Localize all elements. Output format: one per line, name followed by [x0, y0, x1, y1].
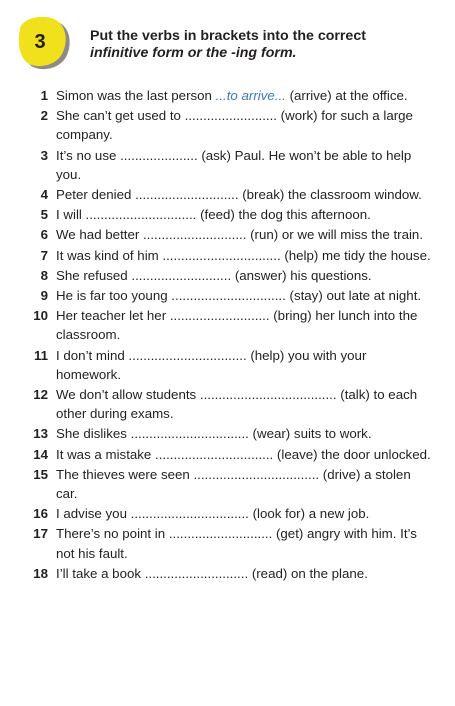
- item-text: [56, 86, 432, 105]
- exercise-item: [22, 564, 432, 583]
- exercise-item: [22, 524, 432, 562]
- item-text: There’s no point in ............................ (get) angry with him. It’s not his fault.: [56, 526, 417, 561]
- item-text: Peter denied ............................ (break) the classroom window.: [56, 187, 422, 203]
- item-number: 8: [40, 267, 48, 283]
- exercise-item: [22, 266, 432, 285]
- exercise-items: [22, 86, 432, 584]
- item-text-before: Simon was the last person: [56, 88, 212, 103]
- item-text: Her teacher let her ........................... (bring) her lunch into the classroom.: [56, 308, 418, 343]
- item-number: 7: [40, 247, 48, 263]
- exercise-item: [22, 306, 432, 344]
- exercise-instruction: [90, 28, 450, 62]
- exercise-item: [22, 86, 432, 105]
- item-number: 11: [33, 347, 48, 363]
- item-text: It was kind of him ................................ (help) me tidy the house.: [56, 247, 431, 263]
- item-number: 10: [33, 308, 48, 324]
- exercise-header: [16, 14, 446, 74]
- exercise-item: [22, 106, 432, 144]
- exercise-item: [22, 205, 432, 224]
- instruction-line-2: infinitive form or the -ing form.: [90, 45, 297, 61]
- item-text: She can’t get used to ......................... (work) for such a large company.: [56, 108, 413, 143]
- item-text: She dislikes ................................ (wear) suits to work.: [56, 426, 372, 442]
- item-number: 16: [33, 506, 48, 522]
- item-number: 5: [40, 207, 48, 223]
- item-number: 4: [40, 187, 48, 203]
- item-text: I don’t mind ................................ (help) you with your homework.: [56, 347, 367, 382]
- item-text: I advise you ................................ (look for) a new job.: [56, 506, 370, 522]
- item-number: 9: [40, 288, 48, 304]
- item-text-after: (arrive) at the office.: [289, 88, 408, 103]
- item-number: 1: [40, 88, 48, 103]
- item-number: 12: [33, 387, 48, 403]
- exercise-item: [22, 465, 432, 503]
- exercise-item: [22, 385, 432, 423]
- exercise-item: [22, 246, 432, 265]
- exercise-item: [22, 286, 432, 305]
- exercise-item: [22, 346, 432, 384]
- item-text: We don’t allow students ..................................... (talk) to each other during exams.: [56, 387, 418, 422]
- instruction-line-1: Put the verbs in brackets into the correct: [90, 28, 366, 44]
- item-number: 2: [40, 108, 48, 124]
- exercise-item: [22, 445, 432, 464]
- item-number: 18: [33, 565, 48, 581]
- item-number: 15: [33, 466, 48, 482]
- exercise-item: [22, 185, 432, 204]
- item-text: It was a mistake ................................ (leave) the door unlocked.: [56, 446, 431, 462]
- item-text: We had better ............................ (run) or we will miss the train.: [56, 227, 424, 243]
- item-number: 14: [33, 446, 48, 462]
- item-text: She refused ........................... (answer) his questions.: [56, 267, 372, 283]
- exercise-item: [22, 146, 432, 184]
- exercise-item: [22, 424, 432, 443]
- item-number: 3: [40, 147, 48, 163]
- exercise-item: [22, 504, 432, 523]
- item-text: He is far too young ............................... (stay) out late at night.: [56, 288, 422, 304]
- item-text: I will .............................. (feed) the dog this afternoon.: [56, 207, 371, 223]
- exercise-item: [22, 225, 432, 244]
- item-text: The thieves were seen .................................. (drive) a stolen car.: [56, 466, 411, 502]
- item-text: It’s no use ..................... (ask) Paul. He won’t be able to help you.: [56, 147, 412, 182]
- item-text: I’ll take a book ............................ (read) on the plane.: [56, 565, 368, 581]
- item-number: 13: [33, 426, 48, 442]
- example-answer: ...to arrive...: [215, 88, 286, 103]
- item-number: 6: [40, 227, 48, 243]
- exercise-number: 3: [34, 30, 46, 53]
- item-number: 17: [33, 526, 48, 542]
